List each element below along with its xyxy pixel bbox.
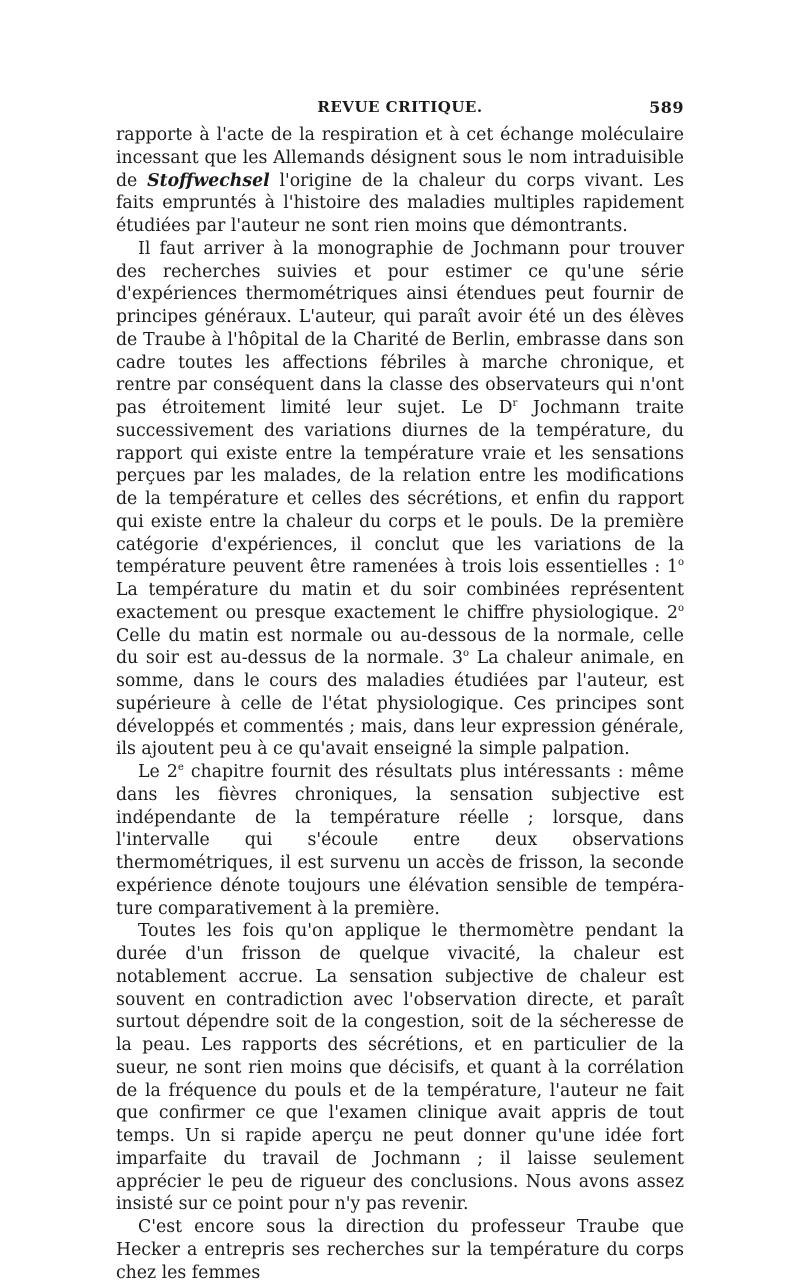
body-text [116, 124, 684, 1284]
paragraph-2-text-a: Il faut arriver à la monographie de Jochmann pour trouver des recherches suivies et pour estimer ce qu'une série d'expériences thermométriques ainsi étendues peut fournir de principes généraux. L'auteur, qui paraît avoir été un des élèves de Traube à l'hôpital de la Charité de Berlin, embrasse dans son cadre toutes les affections fébriles à marche chronique, et rentre par conséquent dans la classe des observateurs qui n'ont pas étroitement limité leur sujet. Le D [116, 238, 684, 418]
paragraph-3-text-a: Le 2 [138, 762, 178, 782]
italic-term: Stoffwechsel [147, 170, 270, 191]
superscript: o [677, 602, 684, 614]
paragraph-1 [116, 124, 684, 238]
superscript: r [512, 398, 518, 410]
paragraph-3-text-b: chapitre fournit des résultats plus intéressants : même dans les fièvres chroniques, la sensation subjective est indépendante de la température réelle ; lorsque, dans l'intervalle qui s'écoule entre deux observations thermométriques, il est survenu un accès de frisson, la seconde expérience dénote toujours une élévation sensible de température comparativement à la première. [116, 762, 684, 919]
page-header [116, 98, 684, 124]
paragraph-2-text-e: La chaleur animale, en somme, dans le cours des maladies étudiées par l'auteur, est supérieure à celle de l'état physiologique. Ces principes sont développés et commentés ; mais, dans leur expression générale, ils ajoutent peu à ce qu'avait enseigné la simple palpation. [116, 648, 684, 760]
paragraph-2-text-b: Jochmann traite successivement des variations diurnes de la température, du rapport qui existe entre la température vraie et les sensations perçues par les malades, de la relation entre les modifications de la température et celles des sécrétions, et enfin du rapport qui existe entre la chaleur du corps et le pouls. De la première catégorie d'expériences, il conclut que les variations de la température peuvent être ramenées à trois lois essentielles : 1 [116, 398, 684, 578]
superscript: o [463, 648, 470, 660]
paragraph-1-text-a: rapporte à l'acte de la respiration et à cet échange moléculaire incessant que les Allemands désignent sous le nom intraduisible de [116, 125, 684, 191]
paragraph-5: C'est encore sous la direction du professeur Traube que Hecker a entrepris ses recherches sur la température du corps chez les femmes [116, 1217, 684, 1283]
paragraph-2 [116, 238, 684, 761]
book-page [116, 98, 684, 1284]
paragraph-1-text-b: l'origine de la chaleur du corps vivant. Les faits empruntés à l'histoire des maladies multiples rapidement étudiées par l'auteur ne sont rien moins que démontrants. [116, 170, 684, 236]
paragraph-2-text-d: Celle du matin est normale ou au-dessous de la normale, celle du soir est au-dessus de la normale. 3 [116, 625, 684, 669]
paragraph-3 [116, 761, 684, 920]
paragraph-2-text-c: La température du matin et du soir combinées représentent exactement ou presque exactement le chiffre physiologique. 2 [116, 580, 684, 623]
page-number: 589 [649, 98, 684, 117]
running-title: REVUE CRITIQUE. [317, 98, 483, 116]
superscript: o [677, 557, 684, 569]
superscript: e [177, 762, 184, 774]
paragraph-4: Toutes les fois qu'on applique le thermomètre pendant la durée d'un frisson de quelque vivacité, la chaleur est notablement accrue. La sensation subjective de chaleur est souvent en contradiction avec l'observation directe, et paraît surtout dépendre soit de la congestion, soit de la sécheresse de la peau. Les rapports des sécrétions, et en particulier de la sueur, ne sont rien moins que décisifs, et quant à la corrélation de la fréquence du pouls et de la température, l'auteur ne fait que confirmer ce que l'examen clinique avait appris de tout temps. Un si rapide aperçu ne peut donner qu'une idée fort imparfaite du travail de Jochmann ; il laisse seulement apprécier le peu de rigueur des conclusions. Nous avons assez insisté sur ce point pour n'y pas revenir. [116, 921, 684, 1215]
